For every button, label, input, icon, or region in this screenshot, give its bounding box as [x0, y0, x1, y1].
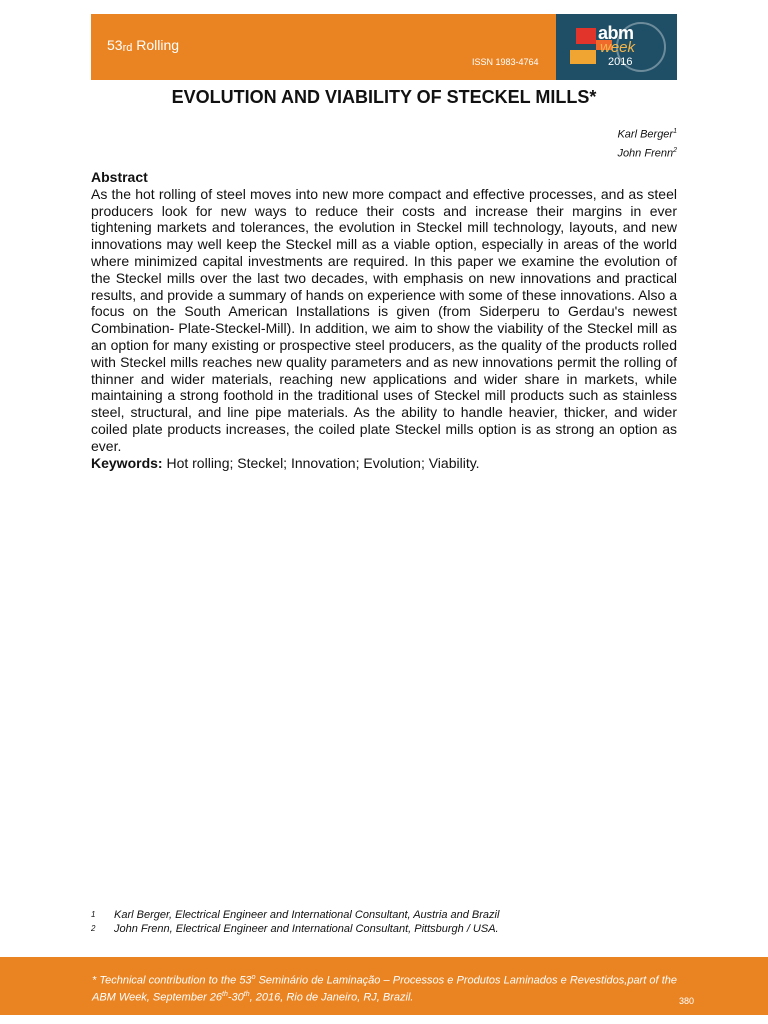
author: Karl Berger$^1$ — [617, 128, 677, 141]
footnote: 1 Karl Berger, Electrical Engineer and International Consultant, Austria and Brazil — [91, 909, 500, 921]
logo-week: week — [600, 39, 636, 56]
abm-week-logo — [556, 14, 677, 80]
authors — [617, 124, 677, 161]
keywords-text: Hot rolling; Steckel; Innovation; Evolution; Viability. — [166, 454, 480, 471]
header-banner — [91, 14, 677, 80]
footer-banner — [0, 957, 768, 1015]
logo-year: 2016 — [608, 56, 633, 68]
abstract-heading: Abstract — [91, 169, 148, 185]
footer-note: * Technical contribution to the 53$^o$ Seminário de Laminação – Processos e Produtos Laminados e Revestidos,part of the ABM Week, September 26th-30th, 2016, Rio de Janeiro, RJ, Brazil. — [92, 974, 677, 1004]
conference-name: $53_{rd}$ Rolling — [107, 37, 180, 54]
author: John Frenn$^2$ — [617, 146, 677, 160]
footnote: 2 John Frenn, Electrical Engineer and International Consultant, Pittsburgh / USA. — [91, 923, 499, 935]
abstract-section — [91, 169, 677, 471]
keywords — [91, 455, 677, 472]
issn: ISSN 1983-4764 — [472, 57, 539, 67]
abstract-body: As the hot rolling of steel moves into new more compact and effective processes, and as steel producers look for new ways to reduce their costs and increase their margins in ever tightening markets and tolerances, the evolution in Steckel mill technology, layouts, and new innovations may well keep the Steckel mill as a viable option, especially in areas of the world where minimized capital investments are required. In this paper we examine the evolution of the Steckel mills over the last two decades, with emphasis on new innovations and practical results, and provide a summary of hands on experience with some of these innovations. Also a focus on the South American Installations is given (from Siderperu to Gerdau's newest Combination- Plate-Steckel-Mill). In addition, we aim to show the viability of the Steckel mill as an option for many existing or prospective steel producers, as the quality of the products rolled with Steckel mills reaches new quality parameters and as new innovations permit the rolling of thinner and wider materials, reaching new applications and wider share in markets, while maintaining a strong foothold in the traditional uses of Steckel mill products such as stainless steel, structural, and line pipe materials. As the ability to handle heavier, thicker, and wider coiled plate products increases, the coiled plate Steckel mills option is as strong an option as ever. — [91, 185, 677, 454]
page-number: 380 — [678, 996, 694, 1006]
keywords-label: Keywords: — [91, 454, 163, 471]
paper-title: EVOLUTION AND VIABILITY OF STECKEL MILLS* — [171, 87, 597, 107]
footnotes — [91, 908, 677, 936]
logo-abm: abm — [598, 23, 634, 43]
